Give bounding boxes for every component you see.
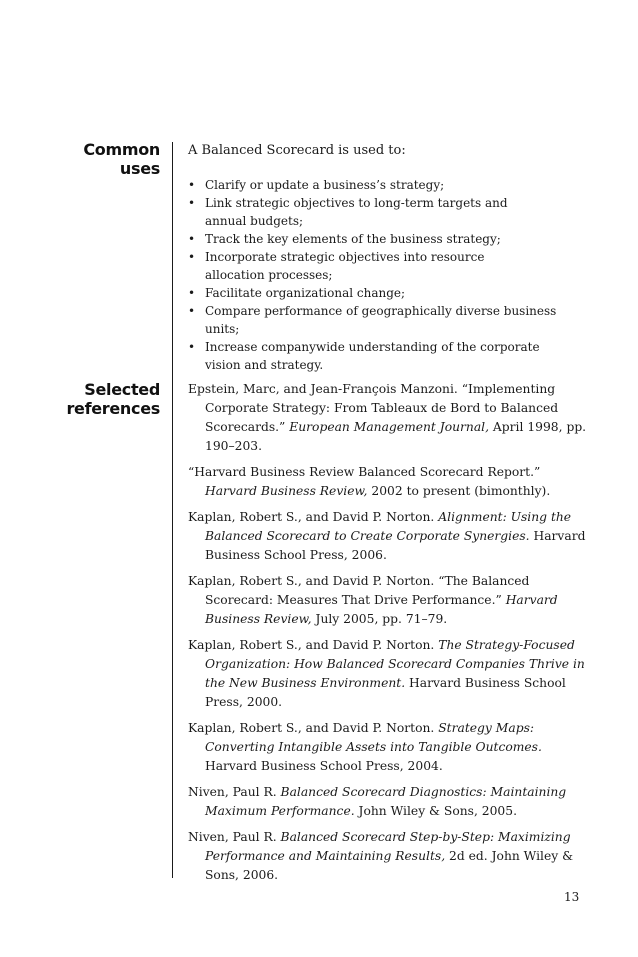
- bullet-icon: •: [188, 340, 196, 354]
- common-uses-list: [188, 176, 593, 374]
- bullet-icon: •: [188, 304, 196, 318]
- bullet-icon: •: [188, 250, 196, 264]
- section-heading-line: uses: [119, 159, 160, 178]
- reference-entry: Kaplan, Robert S., and David P. Norton. The Strategy-Focused Organization: How Balanced Scorecard Companies Thrive in the New Business Environment. Harvard Business School Press, 2000.: [188, 638, 585, 709]
- reference-entry: Niven, Paul R. Balanced Scorecard Step-by-Step: Maximizing Performance and Maintaining Results, 2d ed. John Wiley & Sons, 2006.: [188, 830, 574, 882]
- list-item: • Increase companywide understanding of the corporate vision and strategy.: [188, 340, 540, 372]
- common-uses-intro: A Balanced Scorecard is used to:: [188, 143, 406, 158]
- page-number: 13: [564, 890, 580, 904]
- reference-title: Harvard Business Review,: [205, 484, 368, 498]
- list-item: • Compare performance of geographically diverse business units;: [188, 304, 557, 336]
- list-item: • Link strategic objectives to long-term targets and annual budgets;: [188, 196, 508, 228]
- reference-title: The Strategy-Focused Organization: How Balanced Scorecard Companies Thrive in the New Business Environment.: [205, 638, 585, 690]
- bullet-icon: •: [188, 178, 196, 192]
- reference-title: Balanced Scorecard Diagnostics: Maintaining Maximum Performance.: [205, 785, 567, 818]
- bullet-icon: •: [188, 232, 196, 246]
- reference-entry: Kaplan, Robert S., and David P. Norton. Alignment: Using the Balanced Scorecard to Create Corporate Synergies. Harvard Business School Press, 2006.: [188, 510, 586, 562]
- reference-title: Alignment: Using the Balanced Scorecard to Create Corporate Synergies.: [205, 510, 572, 543]
- reference-title: Harvard Business Review,: [205, 593, 558, 626]
- list-item: • Clarify or update a business’s strategy;: [188, 178, 445, 192]
- section-heading-line: references: [66, 399, 160, 418]
- section-heading-selected-references: [66, 380, 160, 418]
- reference-entry: Kaplan, Robert S., and David P. Norton. “The Balanced Scorecard: Measures That Drive Performance.” Harvard Business Review, July 2005, pp. 71–79.: [188, 574, 558, 626]
- reference-title: European Management Journal,: [289, 420, 490, 434]
- references-list: [188, 380, 590, 892]
- reference-entry: Kaplan, Robert S., and David P. Norton. Strategy Maps: Converting Intangible Assets into Tangible Outcomes. Harvard Business School Press, 2004.: [188, 721, 542, 773]
- bullet-icon: •: [188, 196, 196, 210]
- section-heading-line: Selected: [84, 380, 160, 399]
- reference-title: Balanced Scorecard Step-by-Step: Maximizing Performance and Maintaining Results,: [205, 830, 571, 863]
- reference-title: Strategy Maps: Converting Intangible Assets into Tangible Outcomes.: [205, 721, 542, 754]
- list-item: • Track the key elements of the business strategy;: [188, 232, 501, 246]
- section-heading-line: Common: [83, 140, 160, 159]
- vertical-divider: [172, 142, 173, 878]
- bullet-icon: •: [188, 286, 196, 300]
- reference-entry: “Harvard Business Review Balanced Scorecard Report.” Harvard Business Review, 2002 to present (bimonthly).: [188, 465, 551, 498]
- reference-entry: Epstein, Marc, and Jean-François Manzoni. “Implementing Corporate Strategy: From Tableaux de Bord to Balanced Scorecards.” European Management Journal, April 1998, pp. 190–203.: [188, 382, 587, 453]
- section-heading-common-uses: [83, 140, 160, 178]
- list-item: • Facilitate organizational change;: [188, 286, 406, 300]
- list-item: • Incorporate strategic objectives into resource allocation processes;: [188, 250, 485, 282]
- reference-entry: Niven, Paul R. Balanced Scorecard Diagnostics: Maintaining Maximum Performance. John Wiley & Sons, 2005.: [188, 785, 567, 818]
